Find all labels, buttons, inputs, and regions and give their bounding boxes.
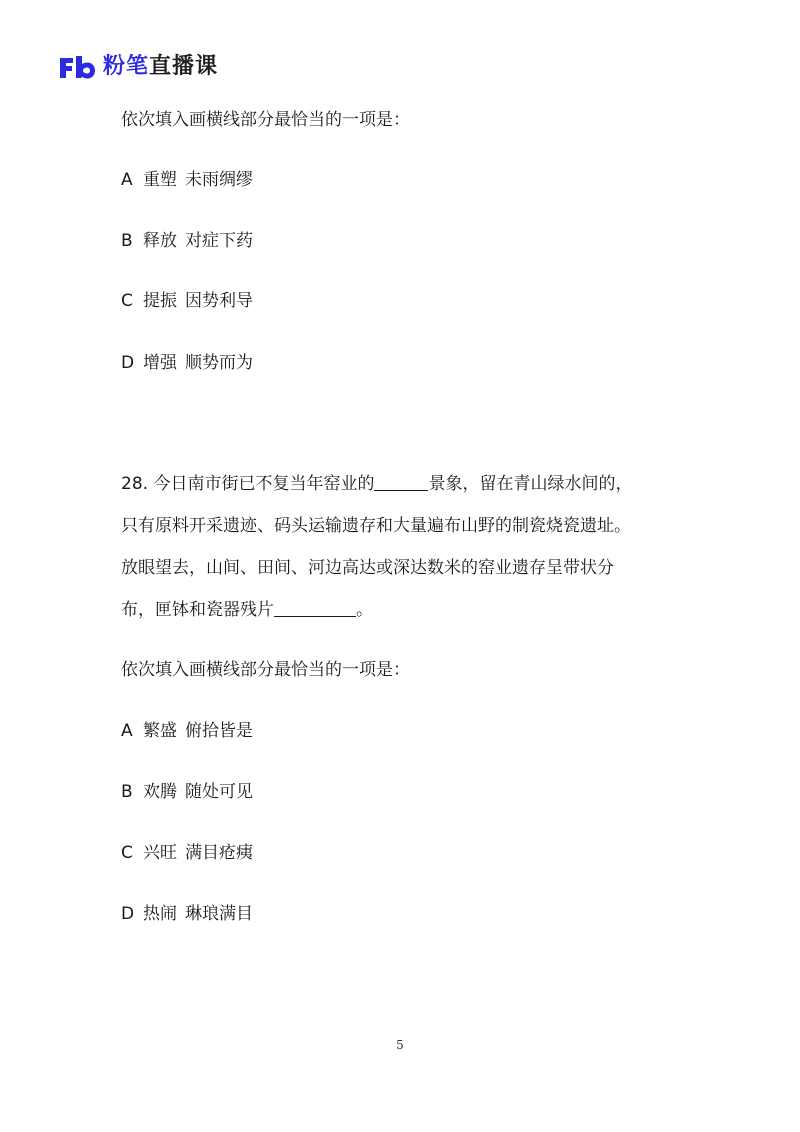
q28-line-3: 放眼望去，山间、田间、河边高达或深达数米的窑业遗存呈带状分 xyxy=(121,558,614,578)
option-word-1: 兴旺 xyxy=(143,843,177,863)
q28-text: 。 xyxy=(356,600,373,620)
fill-blank xyxy=(274,598,356,617)
option-word-1: 欢腾 xyxy=(143,782,177,802)
option-letter: C xyxy=(121,843,133,863)
q28-option-c xyxy=(121,841,253,865)
q28-line-2: 只有原料开采遗迹、码头运输遗存和大量遍布山野的制瓷烧瓷遗址。 xyxy=(121,516,631,536)
option-word-1: 释放 xyxy=(143,231,177,251)
fenbi-logo-icon xyxy=(57,52,97,82)
q28-text: 景象，留在青山绿水间的， xyxy=(428,474,633,494)
brand-name xyxy=(103,50,218,84)
option-letter: D xyxy=(121,904,135,924)
option-word-2: 俯拾皆是 xyxy=(185,721,253,741)
q27-prompt: 依次填入画横线部分最恰当的一项是： xyxy=(121,110,410,130)
option-word-1: 提振 xyxy=(143,291,177,311)
option-letter: B xyxy=(121,231,133,251)
option-word-2: 满目疮痍 xyxy=(185,843,253,863)
option-word-1: 增强 xyxy=(143,353,177,373)
option-letter: D xyxy=(121,353,135,373)
option-word-2: 对症下药 xyxy=(185,231,253,251)
option-word-1: 重塑 xyxy=(143,170,177,190)
option-letter: A xyxy=(121,721,133,741)
q27-option-a xyxy=(121,168,253,192)
brand-primary: 粉笔 xyxy=(103,54,150,79)
fill-blank xyxy=(374,472,428,491)
option-word-1: 繁盛 xyxy=(143,721,177,741)
option-letter: C xyxy=(121,291,133,311)
q28-line-1 xyxy=(121,472,632,496)
option-letter: A xyxy=(121,170,133,190)
page-number: 5 xyxy=(396,1038,404,1052)
brand-header xyxy=(57,50,218,84)
option-word-2: 因势利导 xyxy=(185,291,253,311)
q28-text: 28. 今日南市街已不复当年窑业的 xyxy=(121,474,375,494)
option-word-2: 随处可见 xyxy=(185,782,253,802)
q27-option-c xyxy=(121,289,253,313)
q28-text: 布，匣钵和瓷器残片 xyxy=(121,600,274,620)
q28-prompt: 依次填入画横线部分最恰当的一项是： xyxy=(121,660,410,680)
option-word-2: 琳琅满目 xyxy=(185,904,253,924)
option-word-2: 未雨绸缪 xyxy=(185,170,253,190)
q28-option-b xyxy=(121,780,253,804)
brand-rest: 直播课 xyxy=(149,54,219,79)
q28-option-d xyxy=(121,902,253,926)
q28-option-a xyxy=(121,719,253,743)
q27-option-b xyxy=(121,229,253,253)
q28-line-4 xyxy=(121,598,373,622)
q27-option-d xyxy=(121,351,253,375)
option-letter: B xyxy=(121,782,133,802)
option-word-2: 顺势而为 xyxy=(185,353,253,373)
option-word-1: 热闹 xyxy=(143,904,177,924)
